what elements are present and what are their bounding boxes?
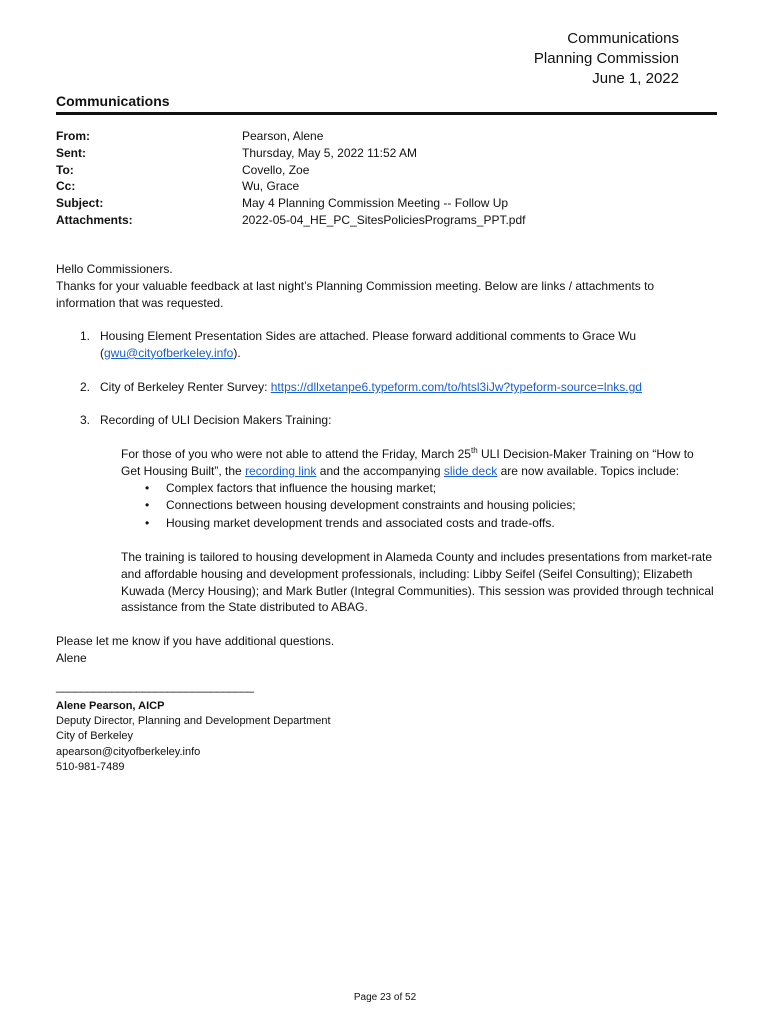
meta-key: Sent: bbox=[56, 145, 86, 160]
training-text-4: are now available. Topics include: bbox=[497, 463, 680, 478]
recording-link[interactable]: recording link bbox=[245, 463, 317, 478]
header-line-1: Communications bbox=[567, 30, 679, 47]
email-link-gwu[interactable]: gwu@cityofberkeley.info bbox=[104, 345, 234, 360]
document-header bbox=[534, 29, 679, 89]
list-number: 2. bbox=[80, 380, 91, 394]
page-number: Page 23 of 52 bbox=[353, 992, 417, 1003]
signature-rule: ________________________________ bbox=[56, 679, 254, 693]
meta-row-cc bbox=[56, 178, 525, 195]
bullet-item bbox=[145, 515, 576, 532]
open-paren: ( bbox=[100, 345, 104, 360]
meta-key: From: bbox=[56, 129, 90, 143]
signature-email: apearson@cityofberkeley.info bbox=[56, 745, 201, 758]
bullet-item bbox=[145, 497, 576, 514]
title-divider bbox=[56, 112, 717, 115]
ordinal-suffix: th bbox=[470, 446, 478, 455]
signature-phone: 510-981-7489 bbox=[56, 760, 125, 773]
training-text-1: For those of you who were not able to attend the Friday, March 25 bbox=[121, 447, 471, 461]
meta-value: Covello, Zoe bbox=[242, 162, 310, 177]
close-paren: ). bbox=[233, 345, 241, 360]
signature-title: Deputy Director, Planning and Development Department bbox=[56, 715, 331, 728]
training-text-2: ULI Decision-Maker Training on “How to Get Housing Built”, the bbox=[121, 447, 694, 478]
meta-row-to bbox=[56, 162, 525, 179]
email-body bbox=[56, 261, 696, 311]
training-text-3: and the accompanying bbox=[316, 463, 444, 478]
meta-row-attachments bbox=[56, 212, 525, 229]
greeting: Hello Commissioners. bbox=[56, 262, 173, 276]
closing-name: Alene bbox=[56, 650, 87, 665]
meta-key: Cc: bbox=[56, 179, 76, 194]
meta-value: Wu, Grace bbox=[242, 179, 300, 194]
bullet-text: Connections between housing development constraints and housing policies; bbox=[166, 498, 576, 513]
meta-row-from bbox=[56, 128, 525, 145]
intro-paragraph: Thanks for your valuable feedback at last night’s Planning Commission meeting. Below are links / attachments to information that was requested. bbox=[56, 278, 655, 310]
bullet-icon: • bbox=[145, 498, 150, 513]
signature-org: City of Berkeley bbox=[56, 730, 134, 743]
closing bbox=[56, 633, 334, 667]
meta-key: To: bbox=[56, 162, 74, 177]
meta-value: Pearson, Alene bbox=[242, 129, 324, 143]
training-intro bbox=[121, 446, 716, 480]
item-2-text: City of Berkeley Renter Survey: bbox=[100, 380, 268, 394]
meta-key: Subject: bbox=[56, 196, 104, 211]
closing-line: Please let me know if you have additional questions. bbox=[56, 634, 335, 648]
item-1-text: Housing Element Presentation Sides are attached. Please forward additional comments to Grace Wu bbox=[100, 329, 637, 343]
list-number: 1. bbox=[80, 329, 91, 343]
bullet-text: Complex factors that influence the housing market; bbox=[166, 481, 437, 495]
bullet-text: Housing market development trends and associated costs and trade-offs. bbox=[166, 515, 555, 530]
meta-row-subject bbox=[56, 195, 525, 212]
section-title: Communications bbox=[56, 93, 170, 109]
list-item-text bbox=[100, 379, 690, 396]
meta-value: May 4 Planning Commission Meeting -- Follow Up bbox=[242, 196, 509, 211]
slide-deck-link[interactable]: slide deck bbox=[443, 463, 498, 478]
list-number: 3. bbox=[80, 413, 91, 427]
signature-name: Alene Pearson, AICP bbox=[56, 700, 165, 712]
list-item-text bbox=[100, 328, 690, 362]
header-line-2: Planning Commission bbox=[533, 50, 679, 67]
training-description: The training is tailored to housing development in Alameda County and includes presentations from market-rate and affordable housing and development professionals, including: Libby Seifel (Seifel Consulting); Elizabeth Kuwada (Mercy Housing); and Mark Butler (Integral Communities). This session was provided through technical assistance from the State distributed to ABAG. bbox=[121, 550, 714, 615]
renter-survey-link[interactable]: https://dllxetanpe6.typeform.com/to/htsl3iJw?typeform-source=lnks.gd bbox=[270, 380, 642, 394]
signature-block bbox=[56, 699, 331, 775]
header-date: June 1, 2022 bbox=[592, 70, 679, 87]
meta-value: Thursday, May 5, 2022 11:52 AM bbox=[242, 145, 417, 160]
bullet-icon: • bbox=[145, 481, 150, 495]
attachment-file[interactable]: 2022-05-04_HE_PC_SitesPoliciesPrograms_PPT.pdf bbox=[242, 212, 526, 227]
bullet-icon: • bbox=[145, 515, 150, 530]
item-3-text: Recording of ULI Decision Makers Training: bbox=[100, 413, 332, 427]
topics-list bbox=[145, 480, 576, 532]
bullet-item bbox=[145, 480, 576, 497]
meta-row-sent bbox=[56, 145, 525, 162]
email-meta bbox=[56, 128, 525, 229]
meta-key: Attachments: bbox=[56, 212, 133, 227]
